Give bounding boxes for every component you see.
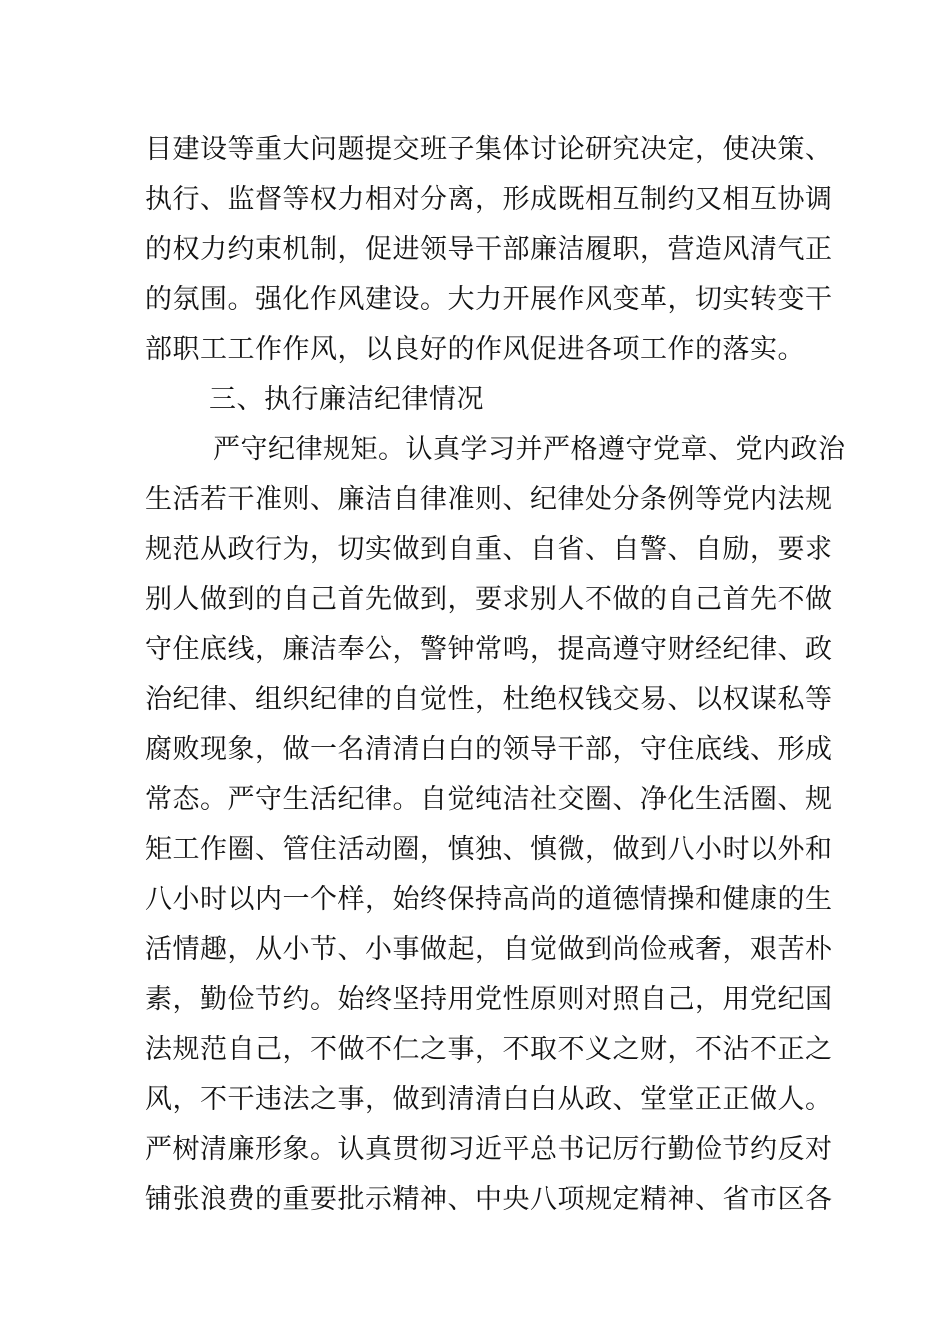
body-text-line: 常态。严守生活纪律。自觉纯洁社交圈、净化生活圈、规 bbox=[145, 784, 833, 815]
body-text-line: 八小时以内一个样，始终保持高尚的道德情操和健康的生 bbox=[145, 884, 833, 915]
body-text-line: 风，不干违法之事，做到清清白白从政、堂堂正正做人。 bbox=[145, 1084, 833, 1115]
paragraph-first-line: 严守纪律规矩。认真学习并严格遵守党章、党内政治 bbox=[213, 434, 846, 465]
body-text-line: 目建设等重大问题提交班子集体讨论研究决定，使决策、 bbox=[145, 134, 833, 165]
body-text-line: 执行、监督等权力相对分离，形成既相互制约又相互协调 bbox=[145, 184, 833, 215]
body-text-line: 部职工工作作风，以良好的作风促进各项工作的落实。 bbox=[145, 334, 805, 365]
body-text-line: 生活若干准则、廉洁自律准则、纪律处分条例等党内法规 bbox=[145, 484, 833, 515]
body-text-line: 守住底线，廉洁奉公，警钟常鸣，提高遵守财经纪律、政 bbox=[145, 634, 833, 665]
body-text-line: 矩工作圈、管住活动圈，慎独、慎微，做到八小时以外和 bbox=[145, 834, 833, 865]
body-text-line: 腐败现象，做一名清清白白的领导干部，守住底线、形成 bbox=[145, 734, 833, 765]
body-text-line: 别人做到的自己首先做到，要求别人不做的自己首先不做 bbox=[145, 584, 833, 615]
body-text-line: 法规范自己，不做不仁之事，不取不义之财，不沾不正之 bbox=[145, 1034, 833, 1065]
body-text-line: 的氛围。强化作风建设。大力开展作风变革，切实转变干 bbox=[145, 284, 833, 315]
body-text-line: 规范从政行为，切实做到自重、自省、自警、自励，要求 bbox=[145, 534, 833, 565]
body-text-line: 的权力约束机制，促进领导干部廉洁履职，营造风清气正 bbox=[145, 234, 833, 265]
body-text-line: 铺张浪费的重要批示精神、中央八项规定精神、省市区各 bbox=[145, 1184, 833, 1215]
section-heading: 三、执行廉洁纪律情况 bbox=[209, 384, 484, 415]
document-page bbox=[145, 125, 846, 1225]
body-text-line: 治纪律、组织纪律的自觉性，杜绝权钱交易、以权谋私等 bbox=[145, 684, 833, 715]
body-text-line: 严树清廉形象。认真贯彻习近平总书记厉行勤俭节约反对 bbox=[145, 1134, 833, 1165]
body-text-line: 素，勤俭节约。始终坚持用党性原则对照自己，用党纪国 bbox=[145, 984, 833, 1015]
body-text-line: 活情趣，从小节、小事做起，自觉做到尚俭戒奢，艰苦朴 bbox=[145, 934, 833, 965]
